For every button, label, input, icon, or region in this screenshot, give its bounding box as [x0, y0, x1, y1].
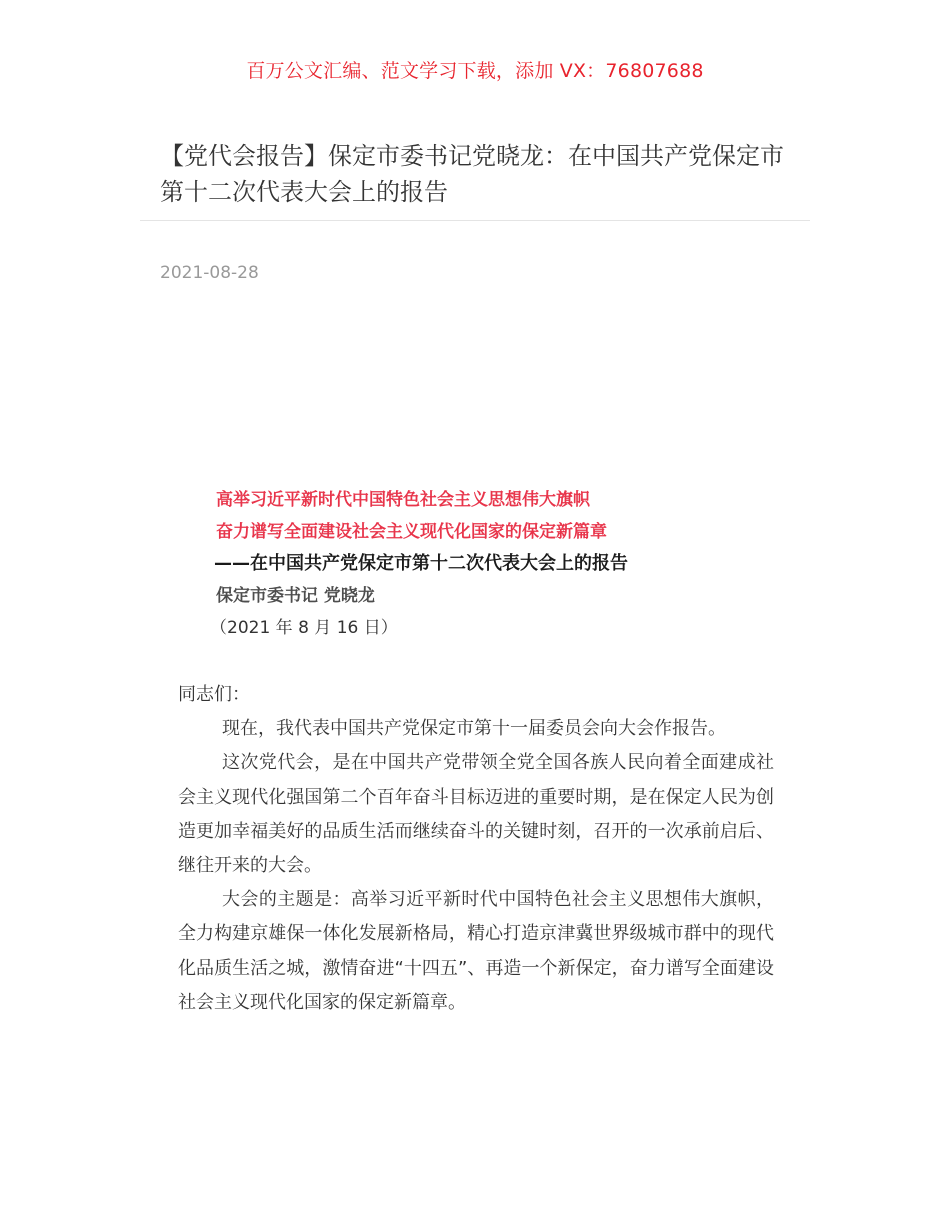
salutation: 同志们：	[178, 684, 250, 705]
report-body	[178, 678, 774, 1020]
promo-banner: 百万公文汇编、范文学习下载，添加 VX：76807688	[246, 60, 704, 82]
report-date: （2021 年 8 月 16 日）	[210, 618, 398, 638]
title-divider	[140, 220, 810, 221]
report-subtitle: ——在中国共产党保定市第十二次代表大会上的报告	[214, 553, 628, 574]
body-paragraph: 这次党代会，是在中国共产党带领全党全国各族人民向着全面建成社会主义现代化强国第二个百年奋斗目标迈进的重要时期，是在保定人民为创造更加幸福美好的品质生活而继续奋斗的关键时刻，召开的一次承前启后、继往开来的大会。	[178, 752, 774, 877]
publish-date: 2021-08-28	[160, 263, 259, 283]
report-header	[210, 484, 816, 644]
report-author: 保定市委书记 党晓龙	[216, 586, 375, 606]
body-paragraph: 现在，我代表中国共产党保定市第十一届委员会向大会作报告。	[222, 718, 726, 740]
body-paragraph: 大会的主题是：高举习近平新时代中国特色社会主义思想伟大旗帜，全力构建京雄保一体化发展新格局，精心打造京津冀世界级城市群中的现代化品质生活之城，激情奋进“十四五”、再造一个新保定，奋力谱写全面建设社会主义现代化国家的保定新篇章。	[178, 889, 774, 1013]
report-heading-line-2: 奋力谱写全面建设社会主义现代化国家的保定新篇章	[216, 522, 607, 542]
report-heading-line-1: 高举习近平新时代中国特色社会主义思想伟大旗帜	[216, 490, 590, 510]
article-title: 【党代会报告】保定市委书记党晓龙：在中国共产党保定市第十二次代表大会上的报告	[160, 142, 784, 206]
